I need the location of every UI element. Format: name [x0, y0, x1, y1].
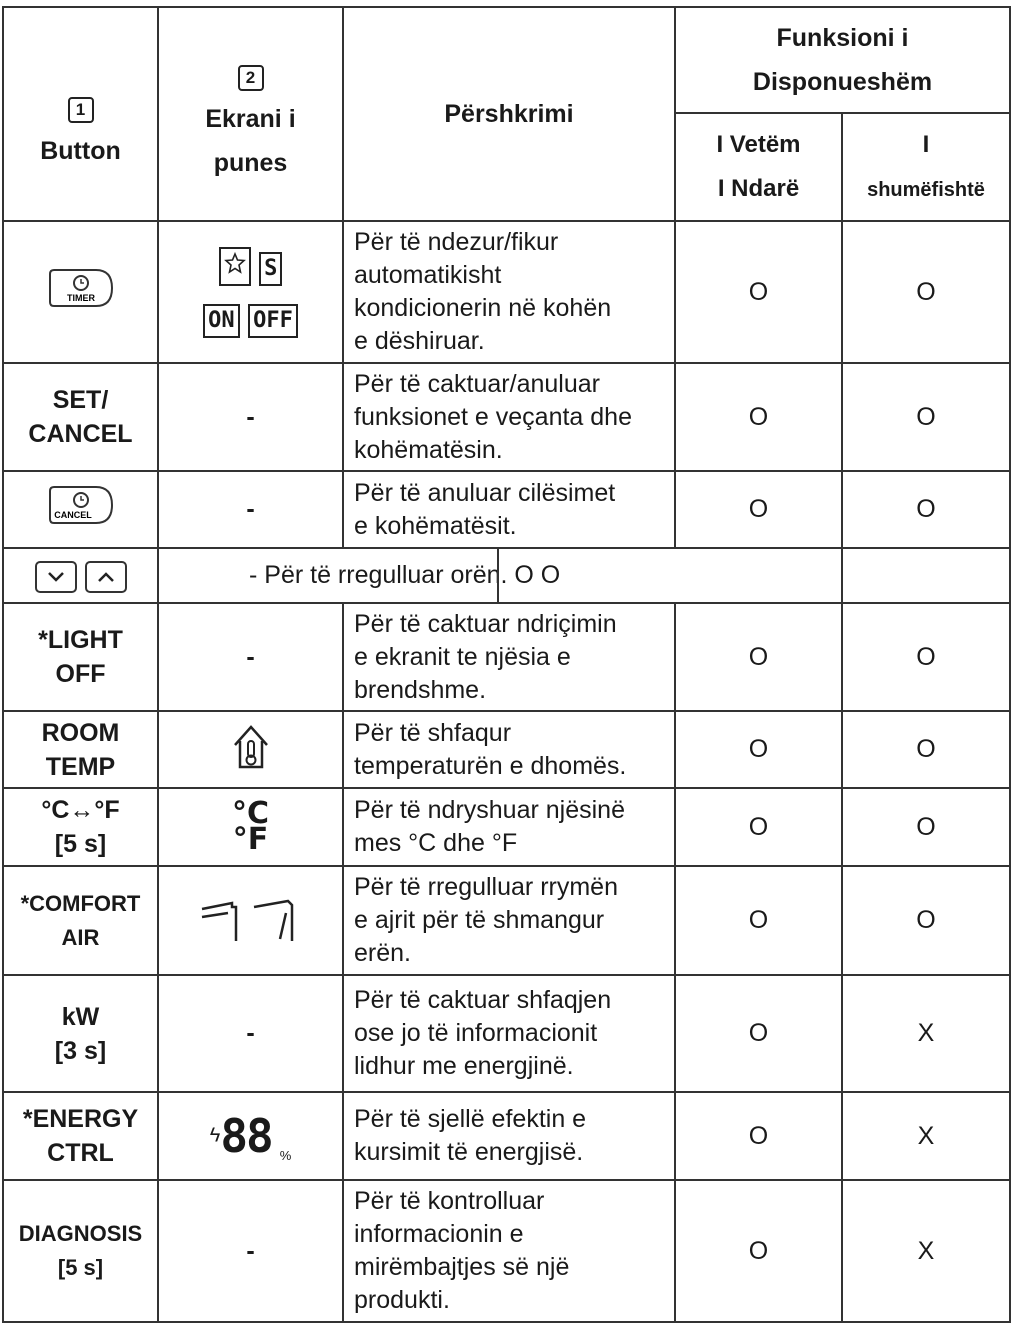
desc-line: produkti.	[354, 1286, 450, 1314]
desc-line: e ajrit për të shmangur	[354, 906, 605, 934]
desc-line: Për të ndryshuar njësinë	[354, 796, 625, 824]
table-row	[3, 866, 1010, 975]
single-split-cell: O	[675, 788, 842, 866]
header-button-label: Button	[40, 137, 121, 165]
desc-line: kursimit të energjisë.	[354, 1138, 584, 1166]
desc-line: informacionin e	[354, 1220, 524, 1248]
button-cell	[3, 471, 158, 548]
celsius-icon: °C	[231, 796, 270, 831]
description-cell	[343, 711, 675, 788]
number-2-icon: 2	[238, 65, 264, 91]
table-row	[3, 471, 1010, 548]
header-available-line1: Funksioni i	[776, 24, 909, 52]
single-split-cell: O	[675, 711, 842, 788]
display-cell	[158, 221, 343, 363]
desc-line: Për të shfaqur	[354, 718, 512, 747]
number-1-icon: 1	[68, 97, 94, 123]
single-split-cell: O	[675, 363, 842, 471]
energy-digits: 88	[220, 1109, 272, 1163]
multi-split-cell: X	[842, 1180, 1010, 1322]
single-split-cell: O	[675, 471, 842, 548]
single-split-cell: O	[675, 975, 842, 1092]
header-single-line1: I Vetëm	[716, 131, 801, 158]
table-row	[3, 1180, 1010, 1322]
desc-line: erën.	[354, 939, 411, 967]
table-row	[3, 603, 1010, 711]
desc-line: Për të anuluar cilësimet	[354, 478, 616, 507]
column-divider	[497, 549, 499, 602]
table-row	[3, 221, 1010, 363]
chevron-down-icon	[35, 561, 77, 593]
display-cell	[158, 866, 343, 975]
multi-split-cell: O	[842, 221, 1010, 363]
percent-icon: %	[279, 1148, 292, 1163]
button-line: *ENERGY	[22, 1105, 139, 1133]
button-cell	[3, 221, 158, 363]
lcd-on: ON	[203, 304, 240, 338]
display-cell	[158, 1092, 343, 1180]
desc-line: Për të kontrolluar	[354, 1187, 545, 1215]
desc-line: mes °C dhe °F	[354, 829, 518, 857]
desc-line: funksionet e veçanta dhe	[354, 402, 632, 431]
desc-line: e dëshiruar.	[354, 327, 485, 355]
multi-split-cell: X	[842, 975, 1010, 1092]
multi-split-cell: O	[842, 711, 1010, 788]
header-multi-split	[842, 113, 1010, 221]
header-button	[3, 7, 158, 221]
button-cell	[3, 1180, 158, 1322]
button-line: *COMFORT	[20, 890, 141, 916]
header-display-line2: punes	[213, 149, 288, 177]
description-cell	[343, 471, 675, 548]
header-single-line2: I Ndarë	[717, 175, 800, 202]
merged-description	[158, 548, 842, 603]
single-split-cell: O	[675, 1180, 842, 1322]
svg-text:CANCEL: CANCEL	[53, 510, 92, 520]
home-thermometer-icon	[231, 723, 271, 771]
button-line: AIR	[61, 924, 100, 950]
single-split-cell: O	[675, 221, 842, 363]
description-cell	[343, 975, 675, 1092]
table-row	[3, 788, 1010, 866]
button-line: CANCEL	[28, 420, 133, 448]
button-cell	[3, 1092, 158, 1180]
button-cell	[3, 975, 158, 1092]
display-cell: -	[158, 1180, 343, 1322]
star-timer-icon	[219, 247, 251, 286]
display-cell	[158, 788, 343, 866]
button-line: [5 s]	[54, 830, 107, 858]
description-cell	[343, 363, 675, 471]
button-line: kW	[61, 1002, 100, 1031]
desc-line: lidhur me energjinë.	[354, 1052, 574, 1080]
desc-line: Për të ndezur/fikur	[354, 228, 559, 256]
function-table	[2, 6, 1011, 1323]
desc-line: ose jo të informacionit	[354, 1019, 598, 1047]
single-split-cell: O	[675, 603, 842, 711]
lcd-s: S	[259, 252, 282, 286]
comfort-air-vane-icon	[196, 893, 306, 943]
button-line: °C↔°F	[41, 796, 120, 824]
timer-button-icon	[46, 266, 116, 310]
table-row	[3, 548, 1010, 603]
multi-split-cell: X	[842, 1092, 1010, 1180]
button-line: [5 s]	[57, 1255, 104, 1280]
merged-text: - Për të rregulluar orën. O O	[249, 561, 561, 589]
desc-line: Për të rregulluar rrymën	[354, 873, 618, 901]
button-line: TEMP	[45, 752, 116, 781]
desc-line: kohëmatësin.	[354, 435, 503, 464]
desc-line: Për të caktuar ndriçimin	[354, 609, 617, 638]
description-cell	[343, 603, 675, 711]
button-line: CTRL	[47, 1139, 114, 1167]
multi-split-cell: O	[842, 603, 1010, 711]
table-row	[3, 711, 1010, 788]
desc-line: Për të sjellë efektin e	[354, 1105, 587, 1133]
lcd-off: OFF	[248, 304, 298, 338]
energy-bolt-icon: ϟ	[209, 1124, 221, 1147]
single-split-cell: O	[675, 866, 842, 975]
button-cell	[3, 363, 158, 471]
display-cell: -	[158, 363, 343, 471]
header-description: Përshkrimi	[343, 7, 675, 221]
button-line: DIAGNOSIS	[18, 1221, 143, 1246]
multi-split-cell: O	[842, 363, 1010, 471]
multi-split-cell: O	[842, 471, 1010, 548]
description-cell	[343, 1180, 675, 1322]
button-cell	[3, 788, 158, 866]
header-display	[158, 7, 343, 221]
description-cell	[343, 221, 675, 363]
description-cell	[343, 788, 675, 866]
description-cell	[343, 1092, 675, 1180]
multi-split-cell	[842, 548, 1010, 603]
cancel-timer-button-icon	[46, 483, 116, 527]
desc-line: Për të caktuar shfaqjen	[354, 986, 612, 1014]
desc-line: automatikisht	[354, 261, 502, 289]
button-line: SET/	[52, 386, 109, 414]
multi-split-cell: O	[842, 788, 1010, 866]
display-cell	[158, 711, 343, 788]
desc-line: e ekranit te njësia e	[354, 642, 571, 671]
header-display-line1: Ekrani i	[205, 105, 296, 133]
header-single-split	[675, 113, 842, 221]
display-cell: -	[158, 603, 343, 711]
single-split-cell: O	[675, 1092, 842, 1180]
header-available	[675, 7, 1010, 113]
button-cell	[3, 603, 158, 711]
desc-line: mirëmbajtjes së një	[354, 1253, 570, 1281]
table-row	[3, 363, 1010, 471]
button-cell	[3, 866, 158, 975]
desc-line: brendshme.	[354, 675, 487, 704]
button-line: ROOM	[41, 718, 120, 747]
display-cell: -	[158, 471, 343, 548]
table-row	[3, 975, 1010, 1092]
fahrenheit-icon: °F	[232, 822, 269, 857]
button-cell	[3, 548, 158, 603]
header-available-line2: Disponueshëm	[752, 68, 933, 96]
button-cell	[3, 711, 158, 788]
display-cell: -	[158, 975, 343, 1092]
desc-line: Për të caktuar/anuluar	[354, 369, 600, 398]
chevron-up-icon	[85, 561, 127, 593]
desc-line: kondicionerin në kohën	[354, 294, 612, 322]
button-line: [3 s]	[54, 1036, 107, 1065]
table-row	[3, 1092, 1010, 1180]
description-cell	[343, 866, 675, 975]
button-line: OFF	[55, 660, 106, 688]
desc-line: temperaturën e dhomës.	[354, 751, 627, 780]
svg-text:TIMER: TIMER	[66, 292, 95, 303]
button-line: *LIGHT	[38, 626, 123, 654]
header-multi-line1: I	[922, 130, 930, 158]
desc-line: e kohëmatësit.	[354, 511, 517, 540]
multi-split-cell: O	[842, 866, 1010, 975]
header-multi-line2: shumëfishtë	[867, 178, 985, 201]
